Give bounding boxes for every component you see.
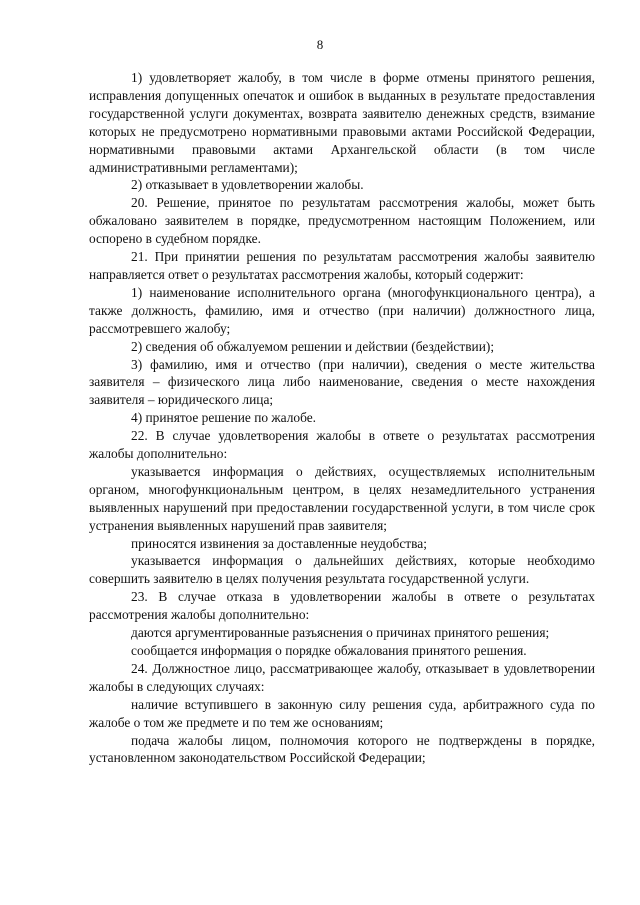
paragraph: 2) сведения об обжалуемом решении и действии (бездействии); [131,338,495,354]
paragraph: 3) фамилию, имя и отчество (при наличии), сведения о месте жительства заявителя – физического лица либо наименование, сведения о месте нахождения заявителя – юридического лица; [89,356,595,408]
paragraph: приносятся извинения за доставленные неудобства; [131,535,427,551]
paragraph: указывается информация о дальнейших действиях, которые необходимо совершить заявителю в целях получения результата государственной услуги. [89,553,595,587]
paragraph: 20. Решение, принятое по результатам рассмотрения жалобы, может быть обжаловано заявителем в порядке, предусмотренном настоящим Положением, или оспорено в судебном порядке. [89,195,595,247]
page-number: 8 [316,37,324,52]
paragraph: указывается информация о действиях, осуществляемых исполнительным органом, многофункциональным центром, в целях незамедлительного устранения выявленных нарушений при предоставлении государственной услуги, в том числе срок устранения выявленных нарушений прав заявителя; [89,463,595,533]
paragraph: 22. В случае удовлетворения жалобы в ответе о результатах рассмотрения жалобы дополнительно: [89,428,595,462]
paragraph: 24. Должностное лицо, рассматривающее жалобу, отказывает в удовлетворении жалобы в следующих случаях: [89,660,595,694]
document-body [89,69,595,767]
paragraph: 4) принятое решение по жалобе. [131,410,317,426]
paragraph: 21. При принятии решения по результатам рассмотрения жалобы заявителю направляется ответ о результатах рассмотрения жалобы, который содержит: [89,249,595,282]
paragraph: 1) наименование исполнительного органа (многофункционального центра), а также должность, фамилию, имя и отчество (при наличии) должностного лица, рассмотревшего жалобу; [89,284,595,336]
paragraph: 1) удовлетворяет жалобу, в том числе в форме отмены принятого решения, исправления допущенных опечаток и ошибок в выданных в результате предоставления государственной услуги документах, возврата заявителю денежных средств, взимание которых не предусмотрено нормативными правовыми актами Российской Федерации, нормативными правовыми актами Архангельской области (в том числе административными регламентами); [89,70,595,175]
paragraph: наличие вступившего в законную силу решения суда, арбитражного суда по жалобе о том же предмете и по тем же основаниям; [89,696,595,730]
paragraph: 23. В случае отказа в удовлетворении жалобы в ответе о результатах рассмотрения жалобы дополнительно: [89,589,595,623]
paragraph: 2) отказывает в удовлетворении жалобы. [131,177,364,193]
paragraph: даются аргументированные разъяснения о причинах принятого решения; [131,625,550,641]
paragraph: подача жалобы лицом, полномочия которого не подтверждены в порядке, установленном законодательством Российской Федерации; [89,732,595,766]
paragraph: сообщается информация о порядке обжалования принятого решения. [131,643,527,658]
